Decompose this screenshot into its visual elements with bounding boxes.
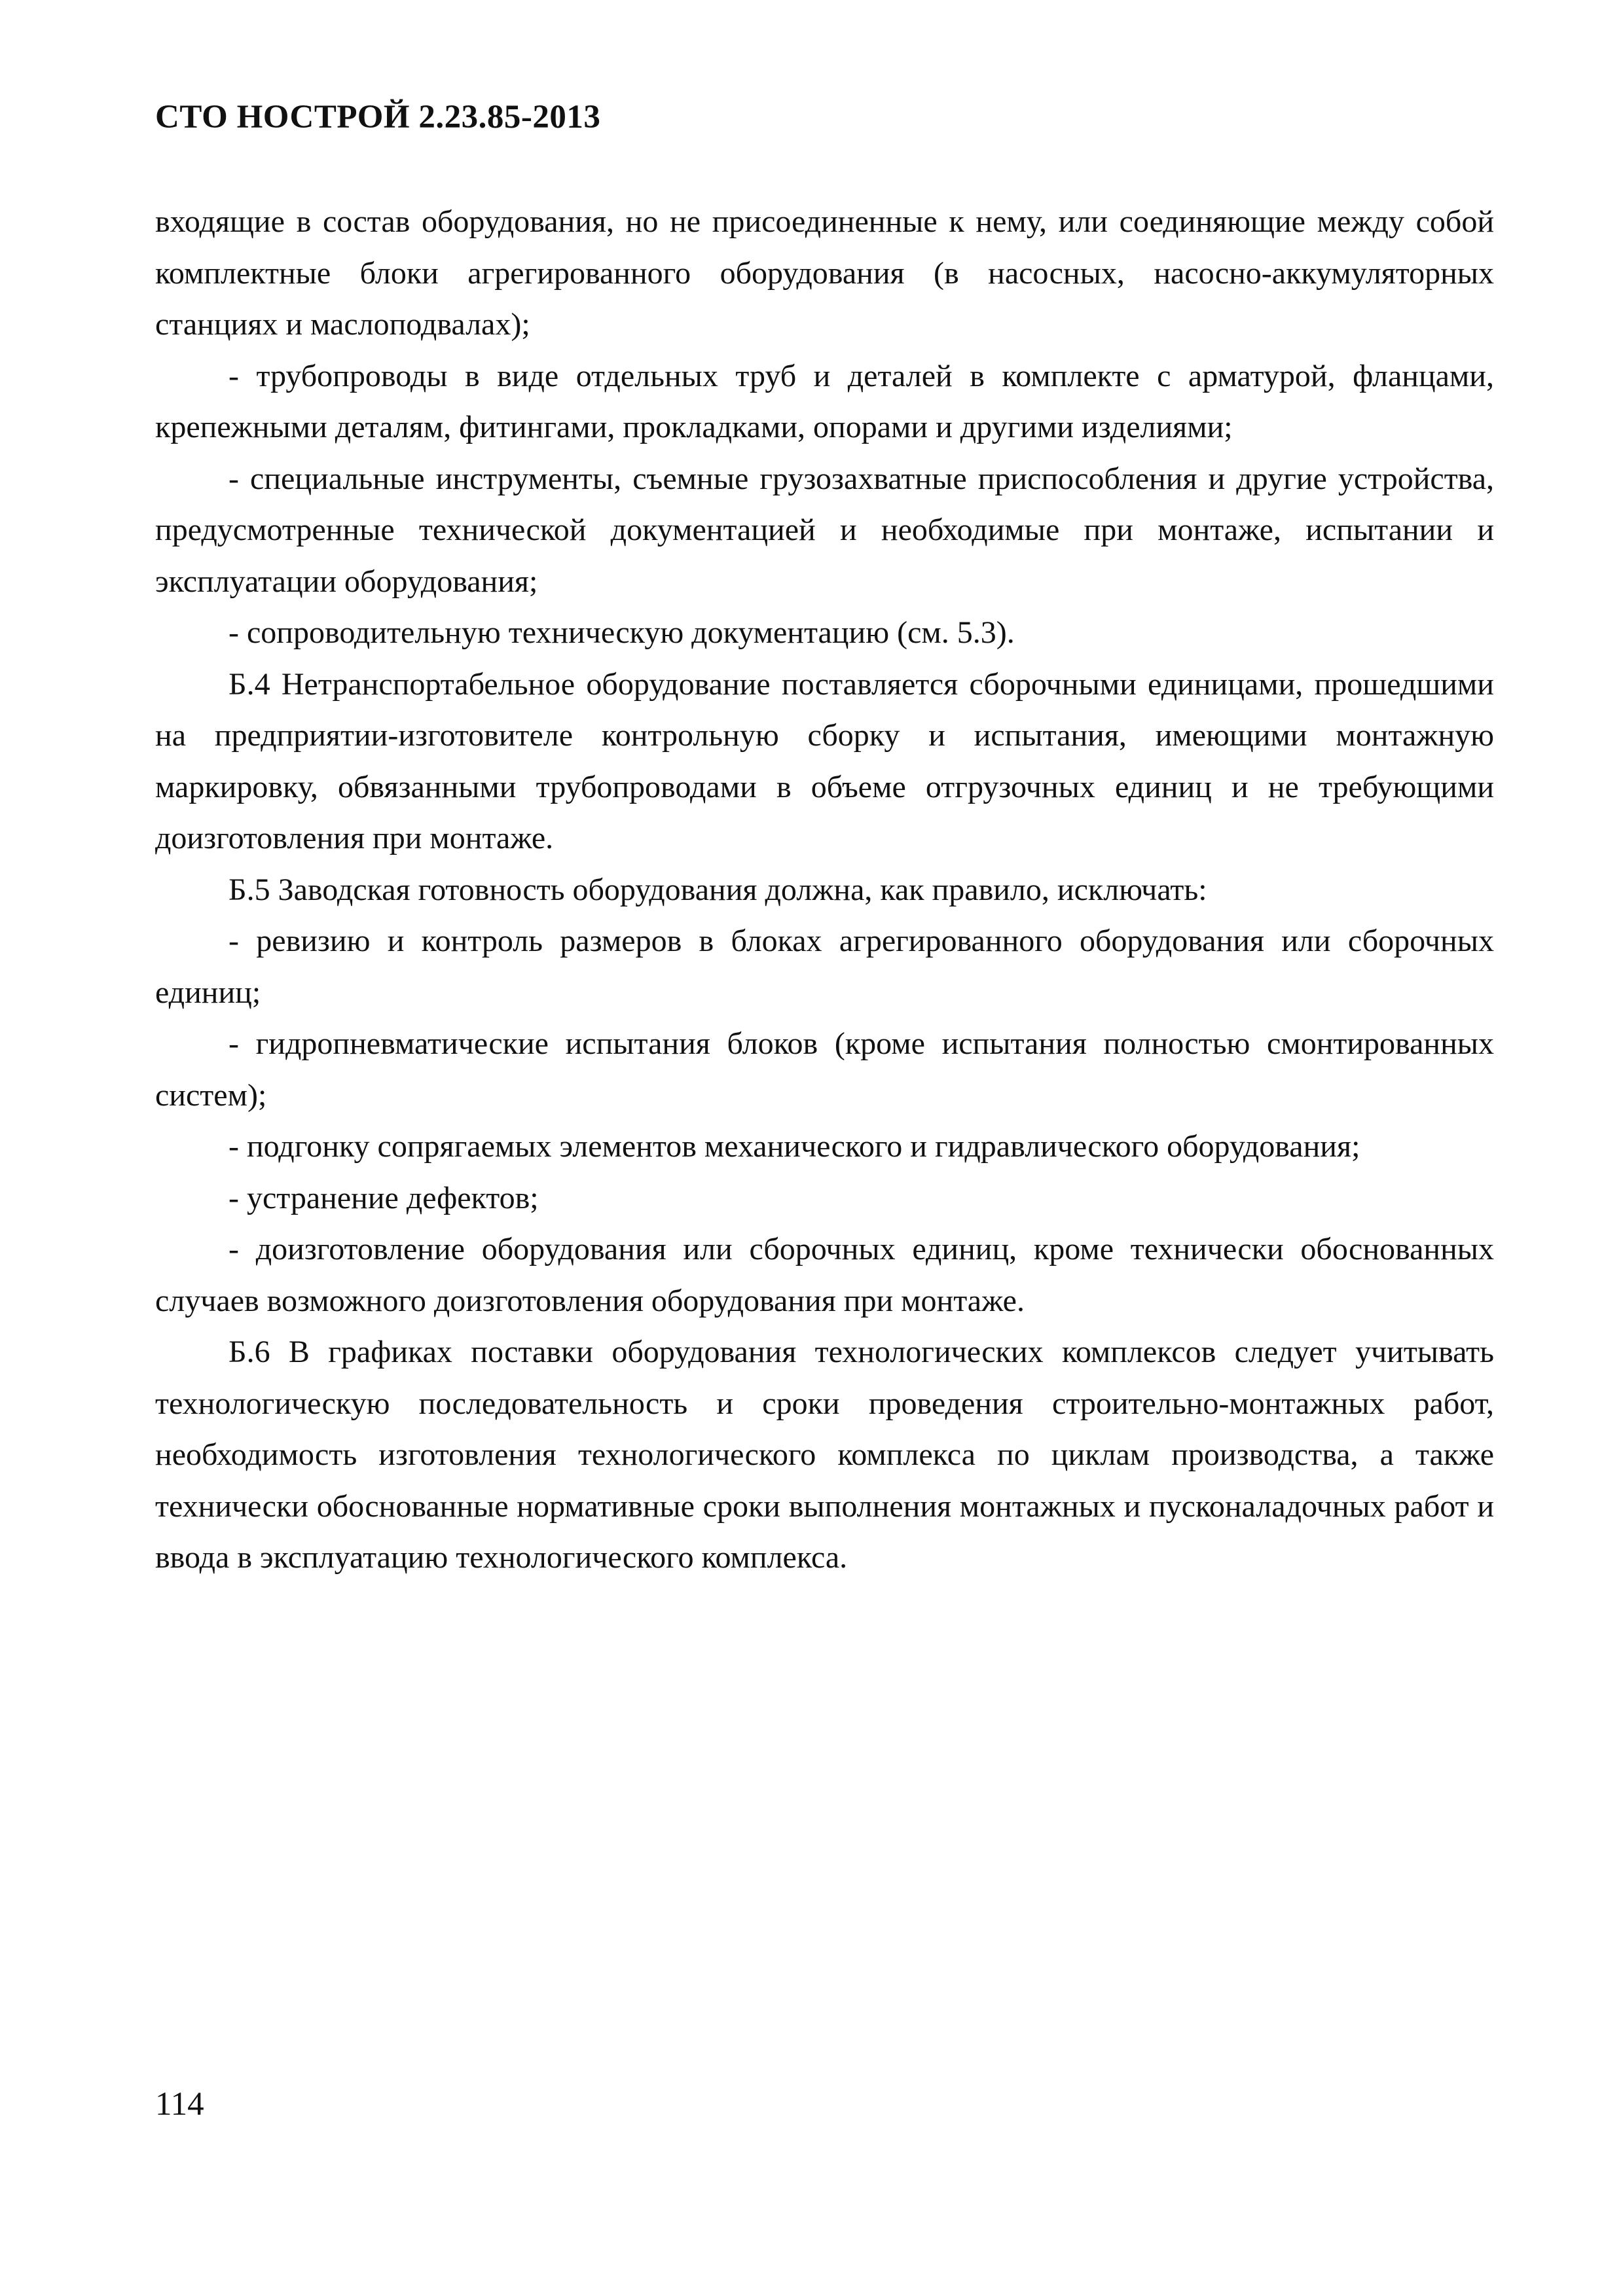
paragraph-continuation: входящие в состав оборудования, но не присоединенные к нему, или соединяющие между собой комплектные блоки агрегированного оборудования (в насосных, насосно-аккумуляторных станциях и маслоподвалах); bbox=[155, 204, 1494, 342]
list-item-fitting: - подгонку сопрягаемых элементов механического и гидравлического оборудования; bbox=[228, 1129, 1360, 1164]
document-header: СТО НОСТРОЙ 2.23.85-2013 bbox=[155, 99, 601, 135]
clause-b5: Б.5 Заводская готовность оборудования должна, как правило, исключать: bbox=[228, 872, 1207, 907]
clause-b4: Б.4 Нетранспортабельное оборудование поставляется сборочными единицами, прошедшими на предприятии-изготовителе контрольную сборку и испытания, имеющими монтажную маркировку, обвязанными трубопроводами в объеме отгрузочных единиц и не требующими доизготовления при монтаже. bbox=[155, 666, 1494, 855]
page-number: 114 bbox=[155, 2086, 204, 2123]
clause-b6: Б.6 В графиках поставки оборудования технологических комплексов следует учитывать технологическую последовательность и сроки проведения строительно-монтажных работ, необходимость изготовления технологического комплекса по циклам производства, а также технически обоснованные нормативные сроки выполнения монтажных и пусконаладочных работ и ввода в эксплуатацию технологического комплекса. bbox=[155, 1335, 1494, 1575]
list-item-revision: - ревизию и контроль размеров в блоках агрегированного оборудования или сборочных единиц; bbox=[155, 924, 1494, 1010]
list-item-pipelines: - трубопроводы в виде отдельных труб и деталей в комплекте с арматурой, фланцами, крепежными деталям, фитингами, прокладками, опорами и другими изделиями; bbox=[155, 358, 1494, 444]
list-item-documentation: - сопроводительную техническую документацию (см. 5.3). bbox=[228, 615, 1015, 650]
list-item-completion: - доизготовление оборудования или сборочных единиц, кроме технически обоснованных случаев возможного доизготовления оборудования при монтаже. bbox=[155, 1232, 1494, 1318]
list-item-hydro-tests: - гидропневматические испытания блоков (кроме испытания полностью смонтированных систем); bbox=[155, 1026, 1494, 1113]
list-item-special-tools: - специальные инструменты, съемные грузозахватные приспособления и другие устройства, предусмотренные технической документацией и необходимые при монтаже, испытании и эксплуатации оборудования; bbox=[155, 461, 1494, 599]
document-body bbox=[155, 196, 1494, 1584]
list-item-defects: - устранение дефектов; bbox=[228, 1180, 539, 1215]
